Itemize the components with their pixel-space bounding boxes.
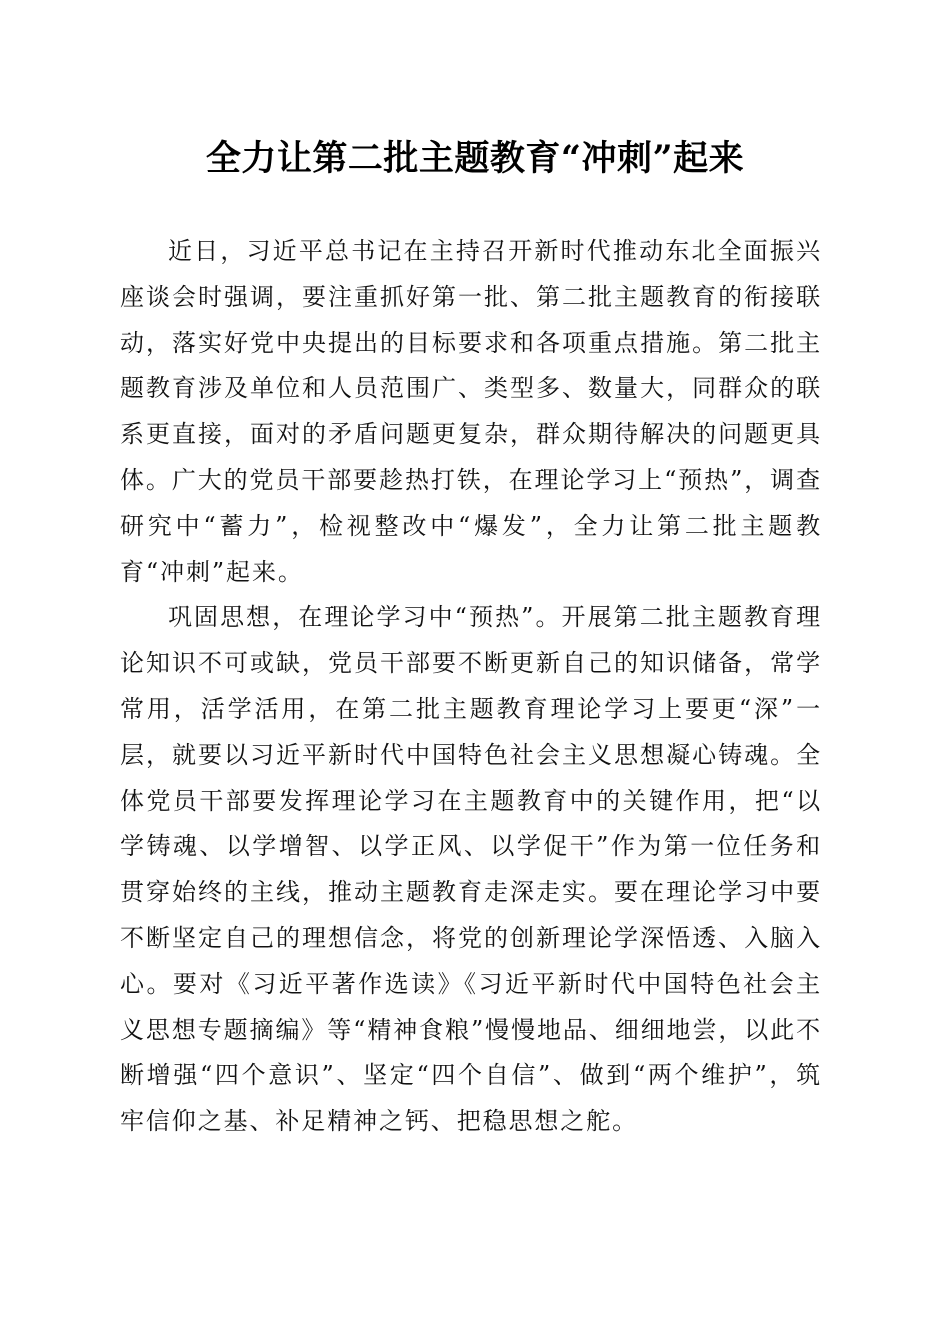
paragraph-intro: 近日，习近平总书记在主持召开新时代推动东北全面振兴座谈会时强调，要注重抓好第一批、第二批主题教育的衔接联动，落实好党中央提出的目标要求和各项重点措施。第二批主题教育涉及单位和人员范围广、类型多、数量大，同群众的联系更直接，面对的矛盾问题更复杂，群众期待解决的问题更具体。广大的党员干部要趁热打铁，在理论学习上“预热”，调查研究中“蓄力”，检视整改中“爆发”，全力让第二批主题教育“冲刺”起来。 [120, 237, 822, 586]
document-body [120, 229, 822, 1145]
paragraph-theory-study: 巩固思想，在理论学习中“预热”。开展第二批主题教育理论知识不可或缺，党员干部要不断更新自己的知识储备，常学常用，活学活用，在第二批主题教育理论学习上要更“深”一层，就要以习近平新时代中国特色社会主义思想凝心铸魂。全体党员干部要发挥理论学习在主题教育中的关键作用，把“以学铸魂、以学增智、以学正风、以学促干”作为第一位任务和贯穿始终的主线，推动主题教育走深走实。要在理论学习中要不断坚定自己的理想信念，将党的创新理论学深悟透、入脑入心。要对《习近平著作选读》《习近平新时代中国特色社会主义思想专题摘编》等“精神食粮”慢慢地品、细细地尝，以此不断增强“四个意识”、坚定“四个自信”、做到“两个维护”，筑牢信仰之基、补足精神之钙、把稳思想之舵。 [120, 603, 822, 1136]
document-title: 全力让第二批主题教育“冲刺”起来 [205, 138, 745, 179]
